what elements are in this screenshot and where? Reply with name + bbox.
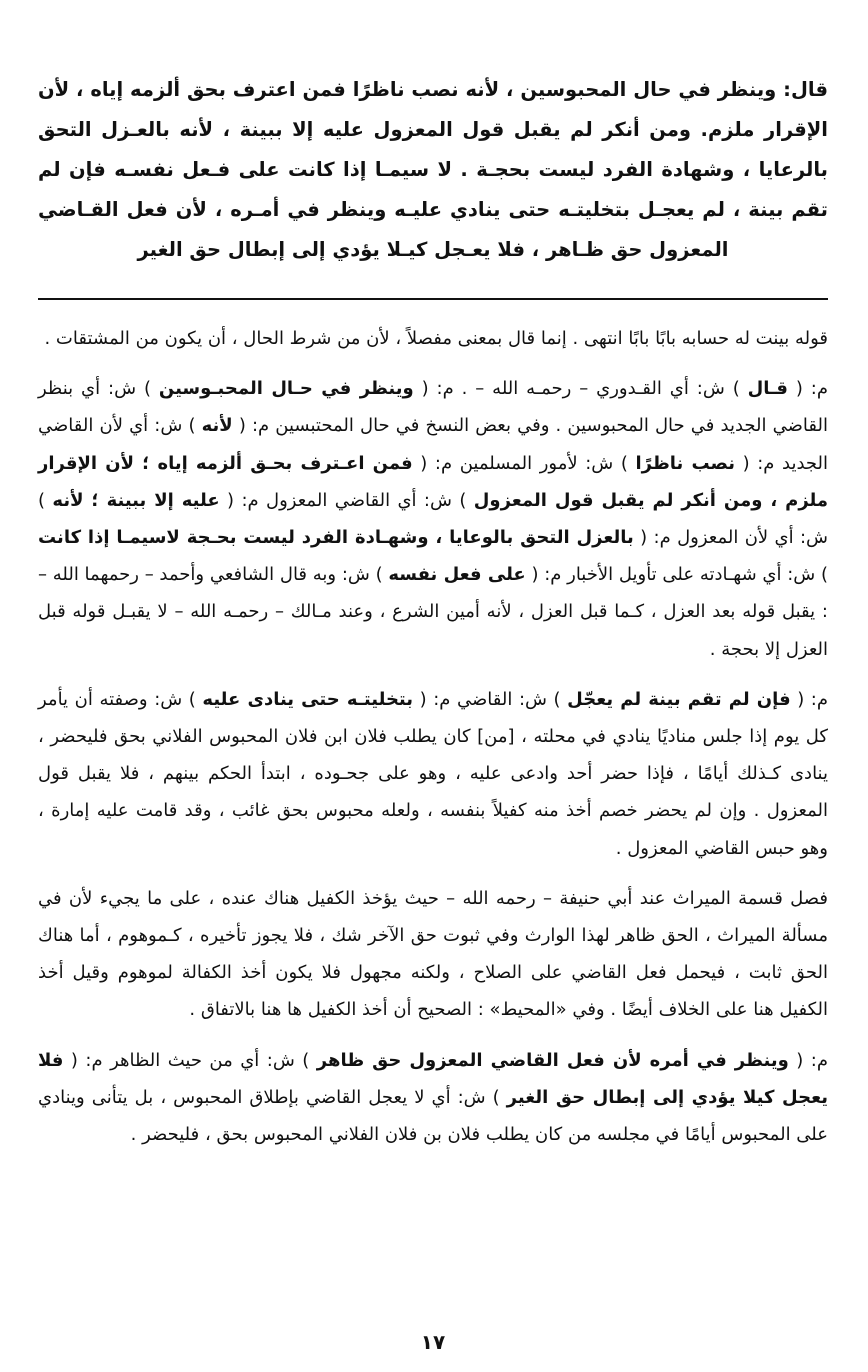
commentary-paragraph-2 — [38, 370, 828, 668]
quoted-matn: بالعزل التحق بالوعايا ، وشهـادة الفرد ليست بحـجة لاسيمـا إذا كانت — [38, 527, 634, 549]
quoted-matn: فإن لم تقم بينة لم يعجّل — [567, 688, 791, 710]
quoted-matn: بتخليتـه حتى ينادى عليه — [202, 688, 414, 710]
quoted-matn: لأنه — [201, 415, 233, 437]
commentary-text: ) ش: أي من حيث الظاهر م: ( — [63, 1049, 317, 1071]
commentary-text: ) ش: أي لا يعجل القاضي بإطلاق المحبوس ، بل يتأنى وينادي على المحبوس أيامًا في مجلسه من كان يطلب فلان بن فلان الفلاني المحبوس بحق ، فليحضر . — [38, 1086, 828, 1146]
commentary-text: ) ش: أي شهـادته على تأويل الأخبار م: ( — [525, 564, 828, 586]
commentary-text: ) ش: أي القـدوري – رحمـه الله – . م: ( — [413, 378, 748, 400]
page-number: ١٧ — [420, 1330, 446, 1354]
quoted-matn: فمن اعـترف بحـق ألزمه إياه ؛ لأن الإقرار ملزم ، ومن أنكر لم يقبل قول المعزول — [38, 452, 829, 511]
matn-text: قال: وينظر في حال المحبوسين ، لأنه نصب ناظرًا فمن اعترف بحق ألزمه إياه ، لأن الإقرار ملزم. ومن أنكر لم يقبل قول المعزول عليه إلا ببينة ، لأنه بالعـزل التحق بالرعايا ، وشهادة الفرد ليست بحجـة . لا سيمـا إذا كانت على فـعل نفسـه فإن لم تقم بينة ، لم يعجـل بتخليتـه حتى ينادي عليـه وينظر في أمـره ، لأن فعل القـاضي المعزول حق ظـاهر ، فلا يعـجل كيـلا يؤدي إلى إبطال حق الغير — [38, 78, 828, 261]
commentary-text: ) ش: وصفته أن يأمر كل يوم إذا جلس مناديًا ينادي في محلته ، [من] كان يطلب فلان ابن فلان المحبوس الفلاني بحق فليحضر ، ينادى كـذلك أيامًا ، فإذا حضر أحد وادعى عليه ، وهو على جحـوده ، ابتدأ الحكم بينهم ، فلا يقبل قول المعزول . وإن لم يحضر خصم أخذ منه كفيلاً بنفسه ، ولعله محبوس بحق غائب ، وقد قامت عليه إمارة ، وهو حبس القاضي المعزول . — [38, 688, 828, 859]
quoted-matn: عليه إلا ببينة ؛ لأنه — [52, 489, 220, 511]
commentary-text: ) ش: القاضي م: ( — [413, 688, 568, 710]
commentary-paragraph-1: قوله بينت له حسابه بابًا بابًا انتهى . إنما قال بمعنى مفصلاً ، لأن من شرط الحال ، أن يكون من المشتقات . — [44, 328, 828, 349]
book-page — [38, 70, 828, 1360]
commentary-text: ) ش: أي لأن القاضي الجديد م: ( — [38, 415, 829, 474]
marker-text: م: ( — [787, 378, 828, 400]
quoted-matn: فلا يعجل كيلا يؤدي إلى إبطال حق الغير — [38, 1049, 828, 1108]
quoted-matn: نصب ناظرًا — [635, 452, 735, 474]
commentary-text: ) ش: أي لأن المعزول م: ( — [38, 489, 829, 549]
commentary-text: ) ش: أي القاضي المعزول م: ( — [219, 489, 474, 511]
section-divider — [38, 298, 828, 300]
marker-text: م: ( — [788, 1049, 828, 1071]
quoted-matn: وينظر في أمره لأن فعل القاضي المعزول حق ظاهر — [316, 1049, 789, 1071]
commentary-text: ) ش: لأمور المسلمين م: ( — [412, 452, 636, 474]
quoted-matn: وينظر في حـال المحبـوسين — [158, 378, 414, 400]
commentary-paragraph-4: فصل قسمة الميراث عند أبي حنيفة – رحمه الله – حيث يؤخذ الكفيل هناك عنده ، على ما يجيء لأن في مسألة الميراث ، الحق ظاهر لهذا الوارث وفي ثبوت حق الآخر شك ، فلا يجوز تأخيره ، كـموهوم ، أما هناك الحق ثابت ، فيحمل فعل القاضي على الصلاح ، ولكنه مجهول فلا يكون أخذ الكفالة لموهوم وقيل أخذ الكفيل هنا على الخلاف أيضًا . وفي «المحيط» : الصحيح أن أخذ الكفيل ها هنا بالاتفاق . — [38, 887, 828, 1021]
commentary-paragraph-5 — [38, 1042, 828, 1154]
commentary-text: ) ش: أي بنظر القاضي الجديد في حال المحبوسين . وفي بعض النسخ في حال المحتبسين م: ( — [38, 378, 829, 437]
commentary-paragraph-3 — [38, 681, 828, 867]
marker-text: م: ( — [790, 688, 828, 710]
commentary-text: ) ش: وبه قال الشافعي وأحمد – رحمهما الله – : يقبل قوله بعد العزل ، كـما قبل العزل ، لأنه أمين الشرع ، وعند مـالك – رحمـه الله – لا يقبـل قوله قبل العزل إلا بحجة . — [38, 564, 828, 660]
commentary — [38, 320, 828, 1166]
quoted-matn: قـال — [747, 378, 788, 400]
quoted-matn: على فعل نفسه — [388, 564, 526, 586]
